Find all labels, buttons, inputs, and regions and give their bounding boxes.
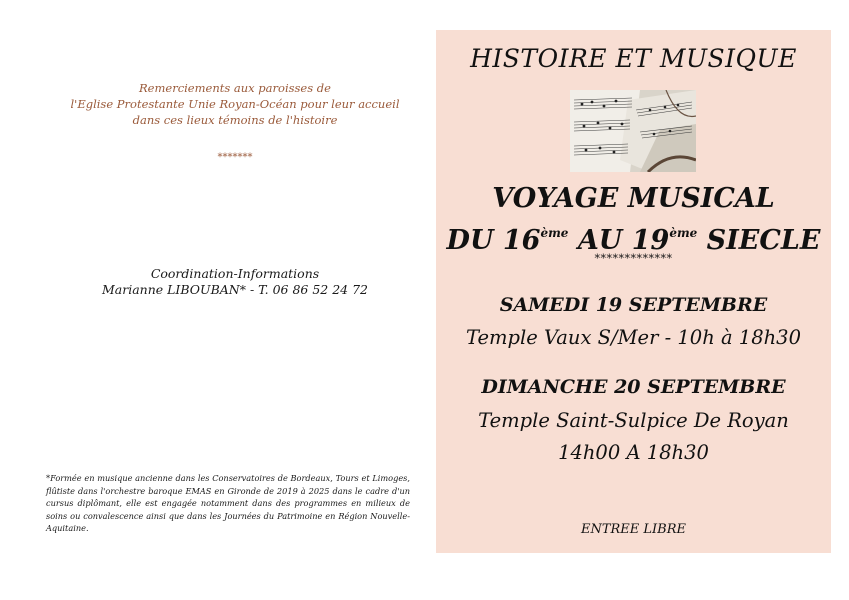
right-panel — [436, 30, 831, 553]
coordination-contact: Marianne LIBOUBAN* - T. 06 86 52 24 72 — [101, 282, 369, 297]
voyage-heading — [436, 182, 831, 258]
event1-date: SAMEDI 19 SEPTEMBRE — [499, 294, 768, 316]
voyage-middle: AU 19 — [568, 225, 670, 256]
event2-hours: 14h00 A 18h30 — [558, 441, 709, 464]
thanks-line: l'Eglise Protestante Unie Royan-Océan pour leur accueil — [70, 97, 400, 111]
sheet-music-photo — [570, 90, 696, 172]
voyage-suffix: SIECLE — [697, 225, 821, 256]
separator-stars: ******* — [217, 152, 253, 163]
voyage-prefix: DU 16 — [446, 225, 541, 256]
thanks-text — [40, 80, 430, 128]
event2-place: Temple Saint-Sulpice De Royan — [478, 409, 789, 432]
thanks-line: dans ces lieux témoins de l'histoire — [132, 113, 338, 127]
stars-divider: ************* — [594, 252, 673, 265]
event2-date: DIMANCHE 20 SEPTEMBRE — [481, 376, 786, 398]
voyage-sup-2: ème — [669, 226, 698, 240]
event1-place: Temple Vaux S/Mer - 10h à 18h30 — [466, 326, 801, 349]
flyer-title: HISTOIRE ET MUSIQUE — [470, 44, 797, 73]
sheet-music-illustration — [570, 90, 696, 172]
voyage-sup-1: ème — [540, 226, 569, 240]
footnote-text: *Formée en musique ancienne dans les Conservatoires de Bordeaux, Tours et Limoges, flûtiste dans l'orchestre baroque EMAS en Gironde de 2019 à 2025 dans le cadre d'un cursus diplômant, elle est engagée notamment dans des programmes en milieux de soins ou convalescence ainsi que dans les Journées du Patrimoine en Région Nouvelle-Aquitaine. — [46, 473, 410, 534]
thanks-line: Remerciements aux paroisses de — [139, 81, 331, 95]
entry-free: ENTREE LIBRE — [580, 522, 687, 537]
voyage-line-1: VOYAGE MUSICAL — [492, 183, 775, 214]
coordination-block — [40, 266, 430, 298]
coordination-title: Coordination-Informations — [150, 266, 320, 281]
